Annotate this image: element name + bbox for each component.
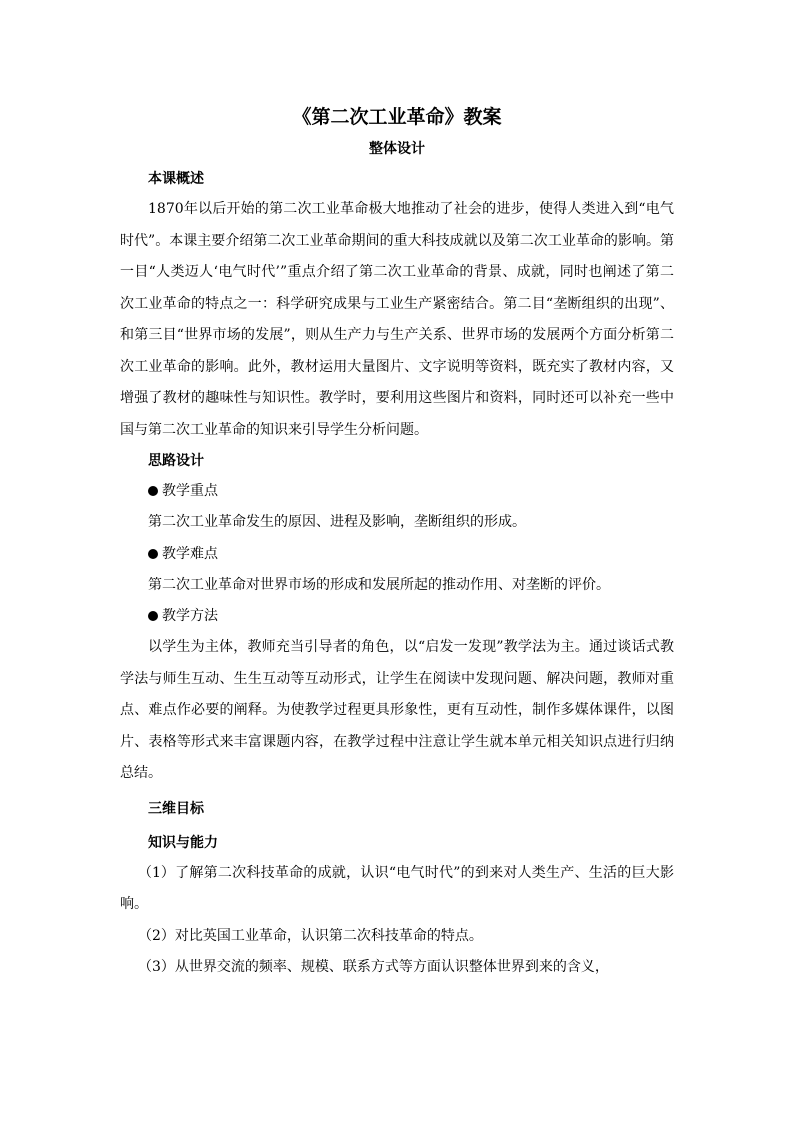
document-title: 《第二次工业革命》教案 xyxy=(292,106,502,128)
difficulties-text: 第二次工业革命对世界市场的形成和发展所起的推动作用、对垄断的评价。 xyxy=(148,576,610,593)
difficulties-label: 教学难点 xyxy=(162,545,218,562)
overview-heading: 本课概述 xyxy=(148,171,204,187)
objective-number: （3） xyxy=(138,959,175,975)
design-heading: 思路设计 xyxy=(148,453,204,469)
document-subtitle: 整体设计 xyxy=(369,141,425,157)
objective-text: 对比英国工业革命，认识第二次科技革命的特点。 xyxy=(174,927,483,944)
objective-number: （1） xyxy=(138,864,175,881)
objective-number: （2） xyxy=(138,927,175,944)
difficulties-label-line xyxy=(120,539,674,570)
key-points-text: 第二次工业革命发生的原因、进程及影响，垄断组织的形成。 xyxy=(148,514,526,530)
bullet-icon xyxy=(148,549,158,559)
objectives-heading: 三维目标 xyxy=(148,800,204,817)
objective-item-3 xyxy=(120,952,674,984)
methods-text: 以学生为主体，教师充当引导者的角色，以“启发一发现”教学法为主。通过谈话式教学法与师生互动、生生互动等互动形式，让学生在阅读中发现问题、解决问题，教师对重点、难点作必要的阐释。为使教学过程更具形象性，更有互动性，制作多媒体课件，以图片、表格等形式来丰富课题内容，在教学过程中注意让学生就本单元相关知识点进行归纳总结。 xyxy=(120,639,674,781)
bullet-icon xyxy=(148,486,158,496)
overview-paragraph: 1870年以后开始的第二次工业革命极大地推动了社会的进步，使得人类进入到“电气时代”。本课主要介绍第二次工业革命期间的重大科技成就以及第二次工业革命的影响。第一目“人类迈人‘电气时代’”重点介绍了第二次工业革命的背景、成就，同时也阐述了第二次工业革命的特点之一：科学研究成果与工业生产紧密结合。第二目“垄断组织的出现”、和第三目“世界市场的发展”，则从生产力与生产关系、世界市场的发展两个方面分析第二次工业革命的影响。此外，教材运用大量图片、文字说明等资料，既充实了教材内容，又增强了教材的趣味性与知识性。教学时，要利用这些图片和资料，同时还可以补充一些中国与第二次工业革命的知识来引导学生分析问题。 xyxy=(120,201,674,438)
document-page xyxy=(120,100,674,984)
objective-text: 从世界交流的频率、规模、联系方式等方面认识整体世界到来的含义， xyxy=(174,959,609,975)
objective-item-1 xyxy=(120,858,674,921)
key-points-label-line xyxy=(120,476,674,507)
objective-text: 了解第二次科技革命的成就，认识“电气时代”的到来对人类生产、生活的巨大影响。 xyxy=(120,864,674,912)
methods-label-line xyxy=(120,601,674,632)
key-points-label: 教学重点 xyxy=(162,483,218,499)
methods-label: 教学方法 xyxy=(162,608,218,624)
objectives-subheading: 知识与能力 xyxy=(148,834,218,851)
objective-item-2 xyxy=(120,921,674,953)
bullet-icon xyxy=(148,611,158,621)
